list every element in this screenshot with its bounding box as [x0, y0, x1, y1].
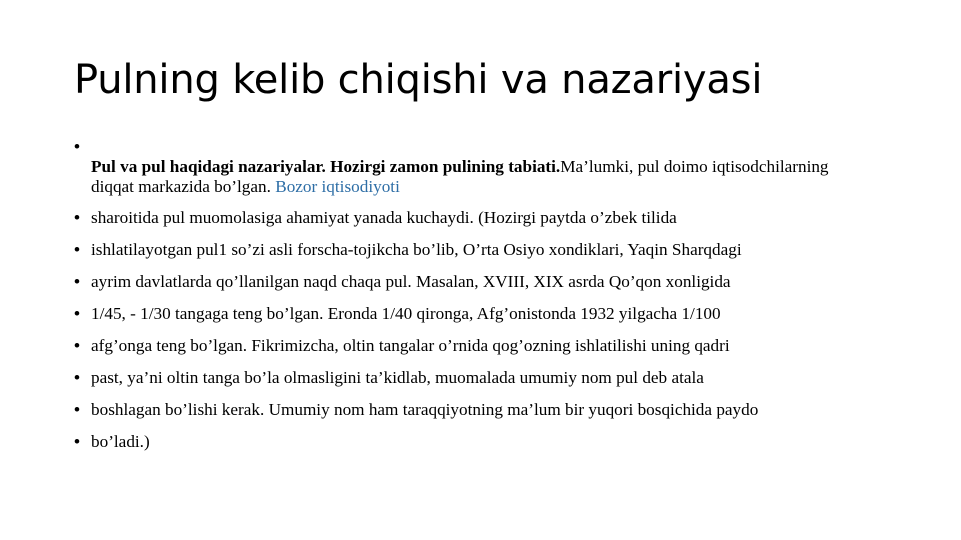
- bullet-item: [74, 336, 894, 356]
- bullet-text: ishlatilayotgan pul1 so’zi asli forscha-tojikcha bo’lib, O’rta Osiyo xondiklari, Yaqin Sharqdagi: [91, 240, 742, 259]
- bullet-text: afg’onga teng bo’lgan. Fikrimizcha, oltin tangalar o’rnida qog’ozning ishlatilishi uning qadri: [91, 336, 730, 355]
- bullet-icon: •: [74, 304, 80, 323]
- bullet-item: [74, 432, 894, 452]
- bozor-iqtisodiyoti-link[interactable]: Bozor iqtisodiyoti: [275, 177, 400, 196]
- bullet-list: [74, 137, 894, 464]
- bullet-icon: •: [74, 208, 80, 227]
- bullet-icon: •: [74, 432, 80, 451]
- bullet-icon: •: [74, 272, 80, 291]
- bullet-icon: •: [74, 336, 80, 355]
- slide-title: Pulning kelib chiqishi va nazariyasi: [74, 57, 763, 103]
- intro-bold-text: Pul va pul haqidagi nazariyalar. Hozirgi zamon pulining tabiati.: [91, 157, 561, 176]
- bullet-icon: •: [74, 400, 80, 419]
- bullet-item-intro: [74, 137, 894, 197]
- bullet-icon: •: [74, 368, 80, 387]
- bullet-text: sharoitida pul muomolasiga ahamiyat yanada kuchaydi. (Hozirgi paytda o’zbek tilida: [91, 208, 677, 227]
- bullet-item: [74, 400, 894, 420]
- bullet-item: [74, 272, 894, 292]
- intro-paragraph: [91, 137, 851, 197]
- bullet-item: [74, 240, 894, 260]
- bullet-item: [74, 368, 894, 388]
- bullet-icon: •: [74, 137, 80, 156]
- bullet-text: ayrim davlatlarda qo’llanilgan naqd chaqa pul. Masalan, XVIII, XIX asrda Qo’qon xonligida: [91, 272, 731, 291]
- bullet-text: boshlagan bo’lishi kerak. Umumiy nom ham taraqqiyotning ma’lum bir yuqori bosqichida paydo: [91, 400, 759, 419]
- bullet-icon: •: [74, 240, 80, 259]
- bullet-text: past, ya’ni oltin tanga bo’la olmasligini ta’kidlab, muomalada umumiy nom pul deb atala: [91, 368, 704, 387]
- bullet-item: [74, 208, 894, 228]
- bullet-item: [74, 304, 894, 324]
- bullet-text: bo’ladi.): [91, 432, 150, 451]
- intro-text: Ma’lumki, pul doimo iqtisodchilarning diqqat markazida bo’lgan.: [91, 157, 829, 196]
- bullet-text: 1/45, - 1/30 tangaga teng bo’lgan. Eronda 1/40 qironga, Afg’onistonda 1932 yilgacha 1/100: [91, 304, 721, 323]
